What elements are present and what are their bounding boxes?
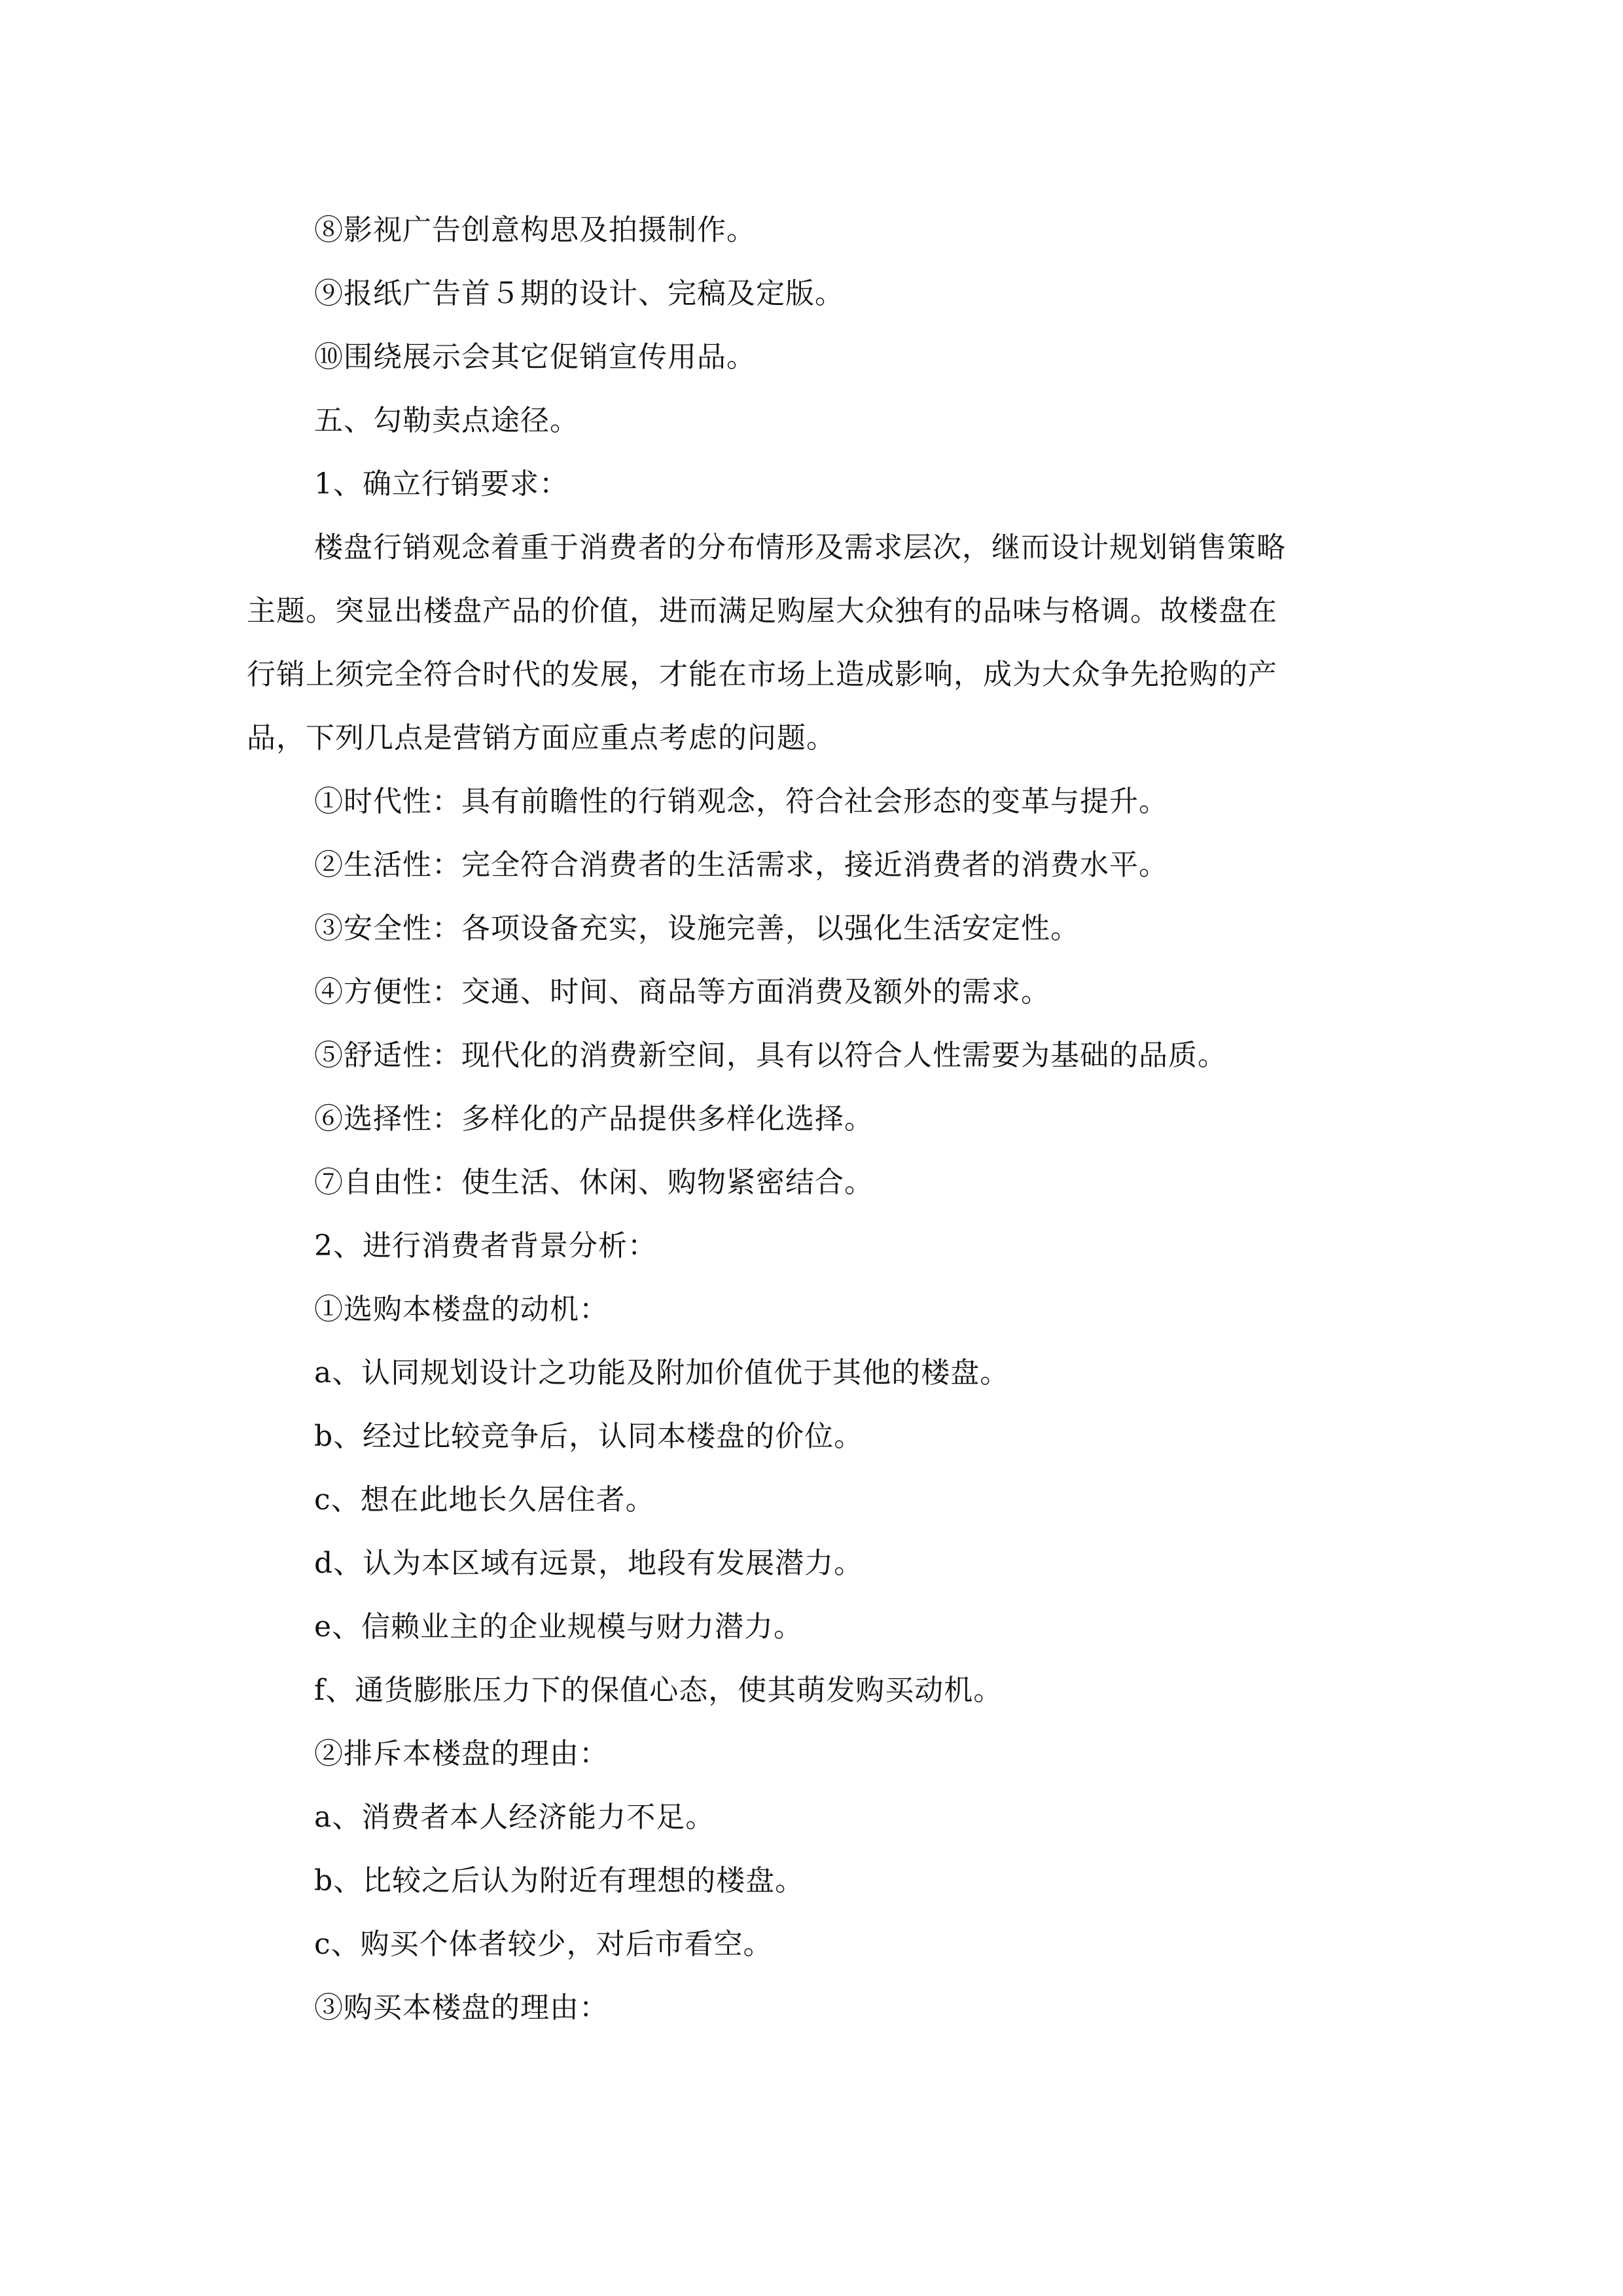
list-item-8: ⑧影视广告创意构思及拍摄制作。 [314,213,756,247]
purchase-heading: ③购买本楼盘的理由： [314,1991,609,2024]
motive-heading: ①选购本楼盘的动机： [314,1293,609,1326]
motive-item-f: f、通货膨胀压力下的保值心态，使其萌发购买动机。 [314,1674,1003,1707]
reject-heading: ②排斥本楼盘的理由： [314,1737,609,1770]
paragraph-line-1: 楼盘行销观念着重于消费者的分布情形及需求层次，继而设计规划销售策略 [314,531,1286,564]
reject-item-c: c、购买个体者较少，对后市看空。 [314,1928,773,1961]
feature-item-2: ②生活性：完全符合消费者的生活需求，接近消费者的消费水平。 [314,848,1168,882]
feature-item-6: ⑥选择性：多样化的产品提供多样化选择。 [314,1102,874,1136]
motive-item-d: d、认为本区域有远景，地段有发展潜力。 [314,1547,864,1580]
subsection-heading-1: 1、确立行销要求： [314,467,569,501]
paragraph-line-4: 品，下列几点是营销方面应重点考虑的问题。 [247,721,836,755]
paragraph-line-2: 主题。突显出楼盘产品的价值，进而满足购屋大众独有的品味与格调。故楼盘在 [247,594,1277,628]
motive-item-a: a、认同规划设计之功能及附加价值优于其他的楼盘。 [314,1356,1010,1390]
section-heading-5: 五、勾勒卖点途径。 [314,404,579,437]
motive-item-b: b、经过比较竞争后，认同本楼盘的价位。 [314,1420,864,1453]
feature-item-3: ③安全性：各项设备充实，设施完善，以强化生活安定性。 [314,912,1080,945]
feature-item-5: ⑤舒适性：现代化的消费新空间，具有以符合人性需要为基础的品质。 [314,1039,1227,1072]
subsection-heading-2: 2、进行消费者背景分析： [314,1229,657,1263]
reject-item-a: a、消费者本人经济能力不足。 [314,1801,715,1834]
feature-item-7: ⑦自由性：使生活、休闲、购物紧密结合。 [314,1166,874,1199]
motive-item-c: c、想在此地长久居住者。 [314,1483,655,1516]
feature-item-4: ④方便性：交通、时间、商品等方面消费及额外的需求。 [314,975,1050,1009]
paragraph-line-3: 行销上须完全符合时代的发展，才能在市场上造成影响，成为大众争先抢购的产 [247,658,1277,691]
list-item-10: ⑩围绕展示会其它促销宣传用品。 [314,340,756,374]
motive-item-e: e、信赖业主的企业规模与财力潜力。 [314,1610,804,1643]
reject-item-b: b、比较之后认为附近有理想的楼盘。 [314,1864,805,1897]
feature-item-1: ①时代性：具有前瞻性的行销观念，符合社会形态的变革与提升。 [314,785,1168,818]
list-item-9: ⑨报纸广告首５期的设计、完稿及定版。 [314,277,844,310]
